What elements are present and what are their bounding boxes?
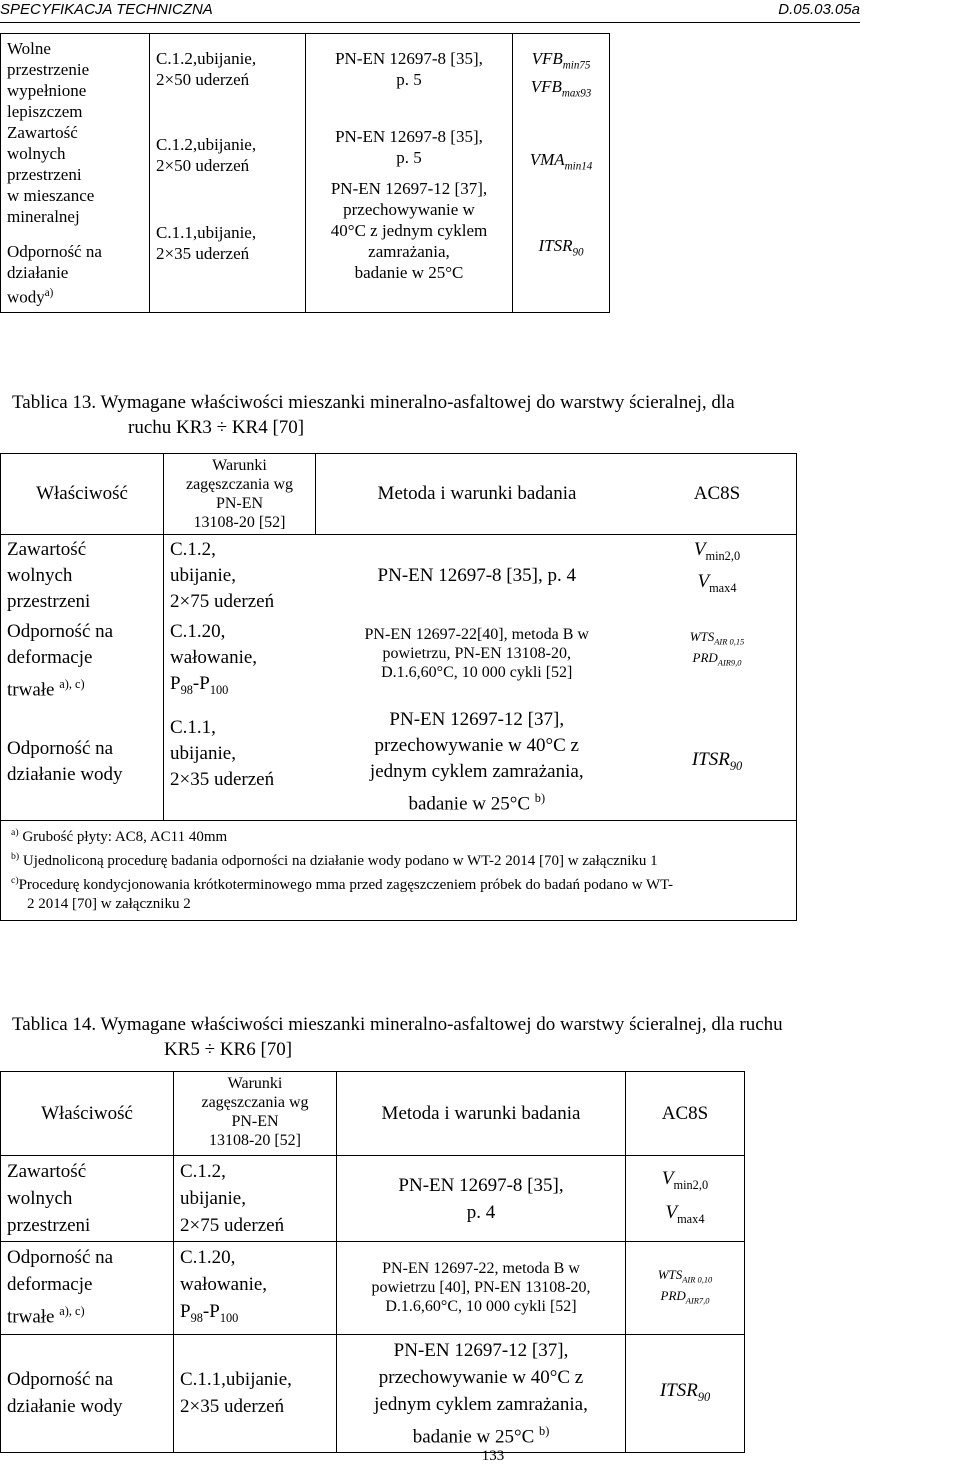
- method-cell: [316, 617, 639, 705]
- cell-line: C.1.2,ubijanie,: [156, 135, 257, 154]
- req-cell: [638, 535, 797, 618]
- footnote-text: Grubość płyty: AC8, AC11 40mm: [18, 828, 228, 845]
- prop-cell: [1, 1334, 174, 1452]
- symbol: WTS: [657, 1267, 683, 1283]
- cell-line: [7, 671, 157, 703]
- cell-line: [180, 1298, 330, 1332]
- req-cell: [638, 617, 797, 705]
- cell-line: wolnych: [7, 1188, 73, 1209]
- symbol: ITSR: [538, 236, 573, 256]
- cell-line: 2×35 uderzeń: [180, 1396, 285, 1418]
- cell-line: 13108-20 [52]: [209, 1132, 301, 1149]
- property-column: [1, 34, 150, 313]
- footnote: [11, 895, 786, 914]
- cell-line: ubijanie,: [170, 565, 236, 586]
- cell-line: 13108-20 [52]: [193, 514, 286, 531]
- subscript: 98: [180, 682, 193, 697]
- subscript: min2,0: [705, 548, 741, 563]
- symbol: VFB: [531, 49, 563, 68]
- footnote-mark: a): [11, 826, 19, 838]
- requirement-column: [513, 34, 610, 313]
- v-min: [632, 1165, 738, 1199]
- symbol: ITSR: [691, 748, 730, 770]
- cond-cell: [174, 1242, 337, 1335]
- cell-line: [322, 785, 633, 817]
- v-max: [632, 1199, 738, 1233]
- footnotes: [1, 820, 797, 920]
- cell-line: PN-EN: [231, 1113, 279, 1130]
- cell-line: przechowywanie w 40°C z: [378, 1366, 584, 1388]
- table-14: [0, 1071, 745, 1453]
- cell-line: PN-EN 12697-8 [35],: [335, 127, 483, 146]
- method-cell: [316, 705, 639, 820]
- subscript: AIR 0,15: [714, 636, 745, 647]
- cell-line: deformacje: [7, 1274, 93, 1295]
- footnote: [11, 871, 786, 895]
- compaction-column: [150, 34, 306, 313]
- header-mix: AC8S: [638, 454, 797, 535]
- cell-line: PN-EN 12697-8 [35],: [398, 1174, 564, 1196]
- cell-line: przechowywanie w 40°C z: [374, 735, 579, 757]
- cell-line: wałowanie,: [180, 1274, 268, 1295]
- symbol: V: [661, 1167, 674, 1189]
- cell-line: D.1.6,60°C, 10 000 cykli [52]: [385, 1298, 577, 1316]
- caption-line: ruchu KR3 ÷ KR4 [70]: [128, 417, 305, 438]
- cell-line: PN-EN 12697-12 [37],: [389, 709, 565, 731]
- cell-line: powietrzu [40], PN-EN 13108-20,: [371, 1279, 591, 1297]
- cell-line: PN-EN 12697-8 [35],: [335, 49, 483, 68]
- prd-value: [644, 650, 790, 671]
- table-13: [0, 453, 797, 921]
- cell-text: trwałe: [7, 679, 55, 701]
- prop-cell: [1, 1156, 174, 1242]
- itsr-value: [519, 235, 603, 263]
- cell-line: 2×75 uderzeń: [180, 1215, 285, 1236]
- cell-line: 2×75 uderzeń: [170, 591, 275, 612]
- footnote-text: Ujednoliconą procedurę badania odporności na działanie wody podano w WT-2 2014 [70] w załączniku 1: [19, 852, 658, 869]
- cell-line: [7, 283, 143, 308]
- header-method: Metoda i warunki badania: [316, 454, 639, 535]
- cell-line: Zawartość: [7, 123, 78, 142]
- footnote-mark: b): [539, 1423, 550, 1438]
- symbol: V: [693, 539, 706, 560]
- cell-line: Odporność na: [7, 242, 102, 261]
- subscript: AIR9,0: [717, 657, 742, 668]
- subscript: 90: [572, 246, 584, 259]
- vfb-max: [519, 76, 603, 104]
- page-number: 133: [481, 1448, 505, 1464]
- cell-line: 2×35 uderzeń: [170, 769, 275, 791]
- cell-line: C.1.2,: [170, 539, 216, 560]
- symbol: -P: [202, 1301, 220, 1322]
- cell-line: przestrzeni: [7, 165, 82, 184]
- cond-cell: [164, 705, 316, 820]
- cell-line: ubijanie,: [180, 1188, 246, 1209]
- footnote-mark: b): [534, 791, 546, 806]
- symbol: ITSR: [659, 1379, 698, 1401]
- req-cell: [638, 705, 797, 820]
- method-cell: [337, 1242, 626, 1335]
- req-cell: [626, 1334, 745, 1452]
- method-cell: [337, 1334, 626, 1452]
- cell-line: ubijanie,: [170, 743, 236, 765]
- cell-line: PN-EN 12697-12 [37],: [330, 179, 488, 198]
- cell-line: PN-EN 12697-12 [37],: [393, 1339, 569, 1361]
- cell-line: 2×35 uderzeń: [156, 244, 250, 263]
- wts-value: [632, 1267, 738, 1288]
- cell-line: C.1.2,ubijanie,: [156, 49, 257, 68]
- cond-cell: [164, 617, 316, 705]
- method-cell: [337, 1156, 626, 1242]
- prop-cell: [1, 535, 164, 618]
- subscript: AIR 0,10: [682, 1274, 713, 1285]
- symbol: V: [697, 570, 710, 592]
- cell-line: 2×50 uderzeń: [156, 156, 250, 175]
- cell-line: zagęszczania wg: [201, 1094, 309, 1111]
- req-cell: [626, 1242, 745, 1335]
- subscript: 100: [219, 1310, 239, 1325]
- subscript: max4: [677, 1211, 705, 1226]
- header-conditions: [164, 454, 316, 535]
- footnote-mark: a): [44, 287, 54, 299]
- prop-cell: [1, 617, 164, 705]
- cell-line: wolnych: [7, 144, 66, 163]
- prd-value: [632, 1288, 738, 1309]
- cell-line: C.1.20,: [170, 621, 226, 642]
- cell-line: C.1.2,: [180, 1161, 226, 1182]
- cell-line: Odporność na: [7, 738, 114, 760]
- header-method: Metoda i warunki badania: [337, 1072, 626, 1156]
- cell-line: Odporność na: [7, 1247, 114, 1268]
- cond-cell: [174, 1334, 337, 1452]
- cell-line: [170, 671, 310, 703]
- cell-line: działanie wody: [7, 764, 123, 786]
- subscript: min14: [564, 160, 593, 173]
- header-property: Właściwość: [1, 454, 164, 535]
- cell-line: Warunki: [212, 457, 267, 474]
- subscript: 100: [209, 682, 229, 697]
- cell-line: p. 5: [396, 70, 422, 89]
- cond-cell: [174, 1156, 337, 1242]
- header-conditions: [174, 1072, 337, 1156]
- symbol: PRD: [692, 649, 718, 665]
- footnote-mark: a), c): [59, 1304, 85, 1318]
- method-column: [306, 34, 513, 313]
- cell-line: Odporność na: [7, 1369, 114, 1391]
- subscript: 90: [697, 1389, 711, 1404]
- cell-line: C.1.1,ubijanie,: [180, 1369, 292, 1391]
- v-max: [644, 569, 790, 601]
- cell-line: Warunki: [227, 1075, 283, 1092]
- cell-line: przestrzeni: [7, 591, 91, 612]
- cell-text: badanie w 25°C: [412, 1426, 535, 1448]
- prop-cell: [1, 705, 164, 820]
- cell-line: powietrzu, PN-EN 13108-20,: [382, 645, 571, 662]
- cell-line: D.1.6,60°C, 10 000 cykli [52]: [381, 664, 573, 681]
- cell-line: zagęszczania wg: [185, 476, 294, 493]
- cell-line: PN-EN 12697-22[40], metoda B w: [364, 626, 589, 643]
- cell-line: przestrzenie: [7, 60, 90, 79]
- subscript: AIR7,0: [685, 1295, 710, 1306]
- symbol: P: [170, 673, 181, 694]
- cell-line: PN-EN: [215, 495, 264, 512]
- cell-text: badanie w 25°C: [408, 793, 531, 815]
- cell-line: zamrażania,: [368, 242, 450, 261]
- cell-line: przestrzeni: [7, 1215, 91, 1236]
- footnote-text: 2 2014 [70] w załączniku 2: [27, 895, 191, 912]
- cell-line: Odporność na: [7, 621, 114, 642]
- cond-cell: [164, 535, 316, 618]
- caption-line: KR5 ÷ KR6 [70]: [164, 1039, 293, 1060]
- cell-line: działanie: [7, 263, 69, 282]
- footnote-mark: b): [11, 850, 20, 862]
- cell-line: C.1.1,: [170, 717, 216, 739]
- cell-line: wypełnione: [7, 81, 87, 100]
- cell-line: w mieszance: [7, 186, 95, 205]
- cell-line: mineralnej: [7, 207, 80, 226]
- header-title: SPECYFIKACJA TECHNICZNA: [0, 1, 213, 18]
- symbol: WTS: [689, 629, 715, 644]
- cell-line: jednym cyklem zamrażania,: [369, 761, 584, 783]
- symbol: V: [665, 1201, 678, 1223]
- cell-line: 40°C z jednym cyklem: [330, 221, 488, 240]
- symbol: -P: [192, 673, 210, 694]
- cell-line: PN-EN 12697-22, metoda B w: [382, 1260, 580, 1278]
- symbol: VMA: [529, 149, 565, 169]
- cell-line: działanie wody: [7, 1396, 123, 1418]
- symbol: VFB: [530, 77, 562, 97]
- req-cell: [626, 1156, 745, 1242]
- cell-line: C.1.1,ubijanie,: [156, 223, 257, 242]
- method-cell: PN-EN 12697-8 [35], p. 4: [377, 565, 576, 586]
- subscript: max4: [709, 580, 737, 595]
- vma-min: [519, 149, 603, 177]
- footnote: [11, 823, 786, 847]
- footnote-text: Procedurę kondycjonowania krótkoterminowego mma przed zagęszczeniem próbek do badań podano w WT-: [18, 876, 673, 893]
- requirements-table-continued: [0, 33, 610, 313]
- header-property: Właściwość: [1, 1072, 174, 1156]
- symbol: PRD: [660, 1287, 686, 1303]
- footnote: [11, 847, 786, 871]
- v-min: [644, 537, 790, 569]
- caption-line: Tablica 13. Wymagane właściwości mieszanki mineralno-asfaltowej do warstwy ścieralnej, dla: [12, 392, 735, 413]
- page-header: [0, 0, 860, 23]
- cell-line: Wolne: [7, 39, 51, 58]
- cell-text: wody: [7, 287, 45, 307]
- cell-line: jednym cyklem zamrażania,: [374, 1393, 588, 1415]
- cell-line: deformacje: [7, 647, 93, 668]
- cell-line: badanie w 25°C: [354, 263, 464, 282]
- cell-text: trwałe: [7, 1306, 55, 1328]
- table-13-caption: [12, 390, 960, 440]
- subscript: min75: [562, 59, 591, 72]
- cell-line: [343, 1418, 619, 1450]
- subscript: min2,0: [673, 1177, 709, 1192]
- cell-line: [7, 1298, 167, 1330]
- subscript: 98: [190, 1310, 203, 1325]
- prop-cell: [1, 1242, 174, 1335]
- header-mix: AC8S: [626, 1072, 745, 1156]
- cell-line: 2×50 uderzeń: [156, 70, 250, 89]
- footnote-mark: c): [11, 874, 19, 886]
- vfb-min: [519, 48, 603, 76]
- subscript: 90: [729, 758, 743, 773]
- cell-line: p. 4: [466, 1201, 496, 1223]
- cell-line: przechowywanie w: [343, 200, 475, 219]
- cell-line: Zawartość: [7, 539, 87, 560]
- cell-line: C.1.20,: [180, 1247, 236, 1268]
- cell-line: wałowanie,: [170, 647, 258, 668]
- cell-line: lepiszczem: [7, 102, 83, 121]
- cell-line: p. 5: [396, 148, 422, 167]
- wts-value: [644, 629, 790, 650]
- cell-line: Zawartość: [7, 1161, 87, 1182]
- subscript: max93: [561, 87, 592, 100]
- cell-line: wolnych: [7, 565, 73, 586]
- footnote-mark: a), c): [59, 677, 85, 691]
- header-code: D.05.03.05a: [778, 1, 860, 18]
- symbol: P: [180, 1301, 191, 1322]
- table-14-caption: [12, 1012, 960, 1062]
- caption-line: Tablica 14. Wymagane właściwości mieszanki mineralno-asfaltowej do warstwy ścieralnej, dla ruchu: [12, 1014, 783, 1035]
